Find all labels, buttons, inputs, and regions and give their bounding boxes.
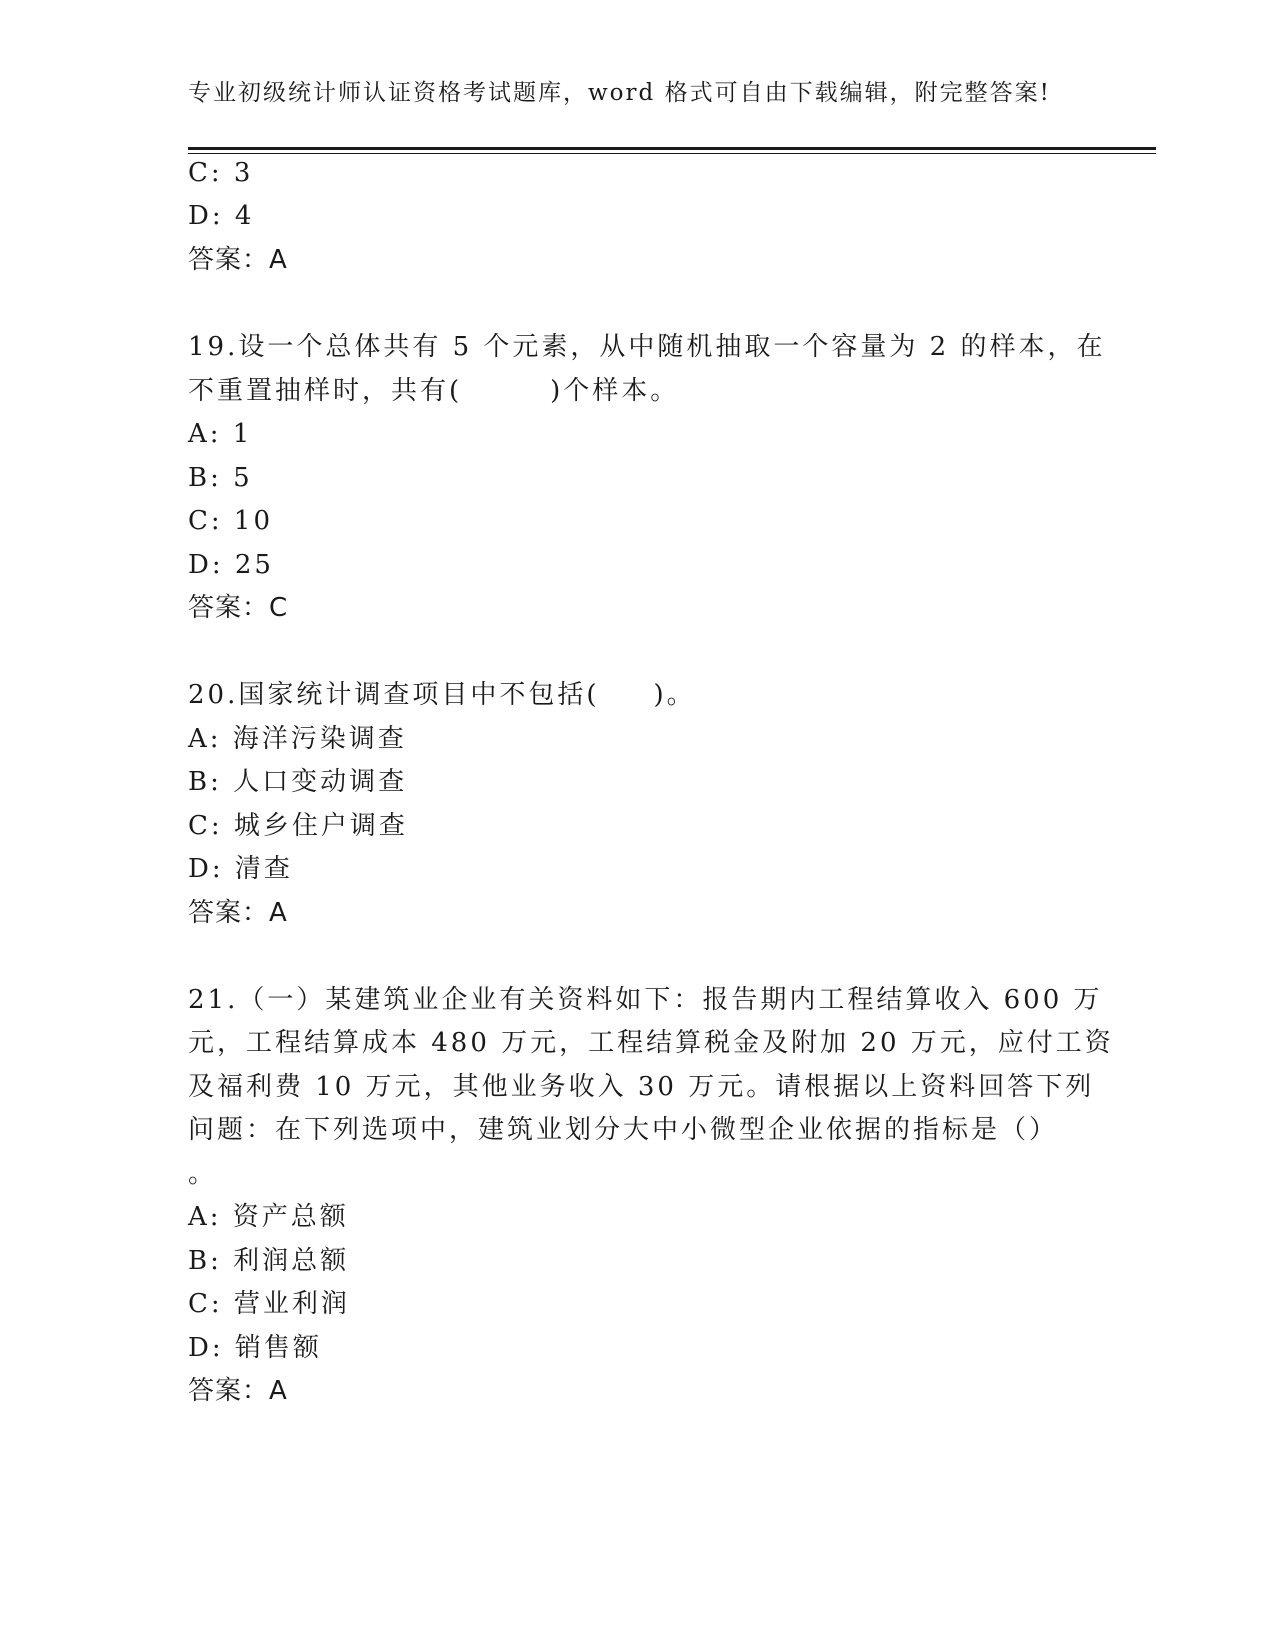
q21-stem-line2: 元，工程结算成本 480 万元，工程结算税金及附加 20 万元，应付工资 xyxy=(188,1028,1114,1058)
q21-stem-line3: 及福利费 10 万元，其他业务收入 30 万元。请根据以上资料回答下列 xyxy=(188,1072,1095,1102)
q18-option-d: D: 4 xyxy=(188,201,255,231)
q21-stem-line1: 21.（一）某建筑业企业有关资料如下：报告期内工程结算收入 600 万 xyxy=(188,985,1103,1015)
q19-option-d: D: 25 xyxy=(188,550,274,580)
header-rule-thick xyxy=(188,147,1156,150)
q20-option-a: A: 海洋污染调查 xyxy=(188,724,407,754)
q19-option-b: B: 5 xyxy=(188,463,253,493)
q20-stem-end: )。 xyxy=(653,680,696,710)
q18-option-c: C: 3 xyxy=(188,158,254,188)
q19-answer: 答案：C xyxy=(188,593,289,623)
q20-option-d: D: 清查 xyxy=(188,854,293,884)
q21-option-b: B: 利润总额 xyxy=(188,1246,350,1276)
q19-stem-line2 xyxy=(188,376,679,406)
q20-answer: 答案：A xyxy=(188,898,288,928)
q19-option-a: A: 1 xyxy=(188,419,253,449)
q20-option-c: C: 城乡住户调查 xyxy=(188,811,408,841)
q21-stem-line4: 问题：在下列选项中，建筑业划分大中小微型企业依据的指标是（） xyxy=(188,1115,1059,1145)
q18-answer: 答案：A xyxy=(188,245,288,275)
page-header: 专业初级统计师认证资格考试题库，word 格式可自由下载编辑，附完整答案! xyxy=(188,80,1051,106)
q19-stem-line2-end: )个样本。 xyxy=(550,376,680,406)
q21-stem-line5: 。 xyxy=(188,1159,218,1189)
q21-option-d: D: 销售额 xyxy=(188,1333,322,1363)
q20-stem xyxy=(188,680,696,710)
q19-stem-line2-start: 不重置抽样时，共有( xyxy=(188,376,463,406)
q19-stem-line1: 19.设一个总体共有 5 个元素，从中随机抽取一个容量为 2 的样本，在 xyxy=(188,332,1106,362)
q19-option-c: C: 10 xyxy=(188,506,274,536)
header-rule-thin xyxy=(188,153,1156,154)
q21-option-c: C: 营业利润 xyxy=(188,1289,350,1319)
q20-stem-start: 20.国家统计调查项目中不包括( xyxy=(188,680,600,710)
q21-option-a: A: 资产总额 xyxy=(188,1202,349,1232)
q20-option-b: B: 人口变动调查 xyxy=(188,767,408,797)
q21-answer: 答案：A xyxy=(188,1376,288,1406)
